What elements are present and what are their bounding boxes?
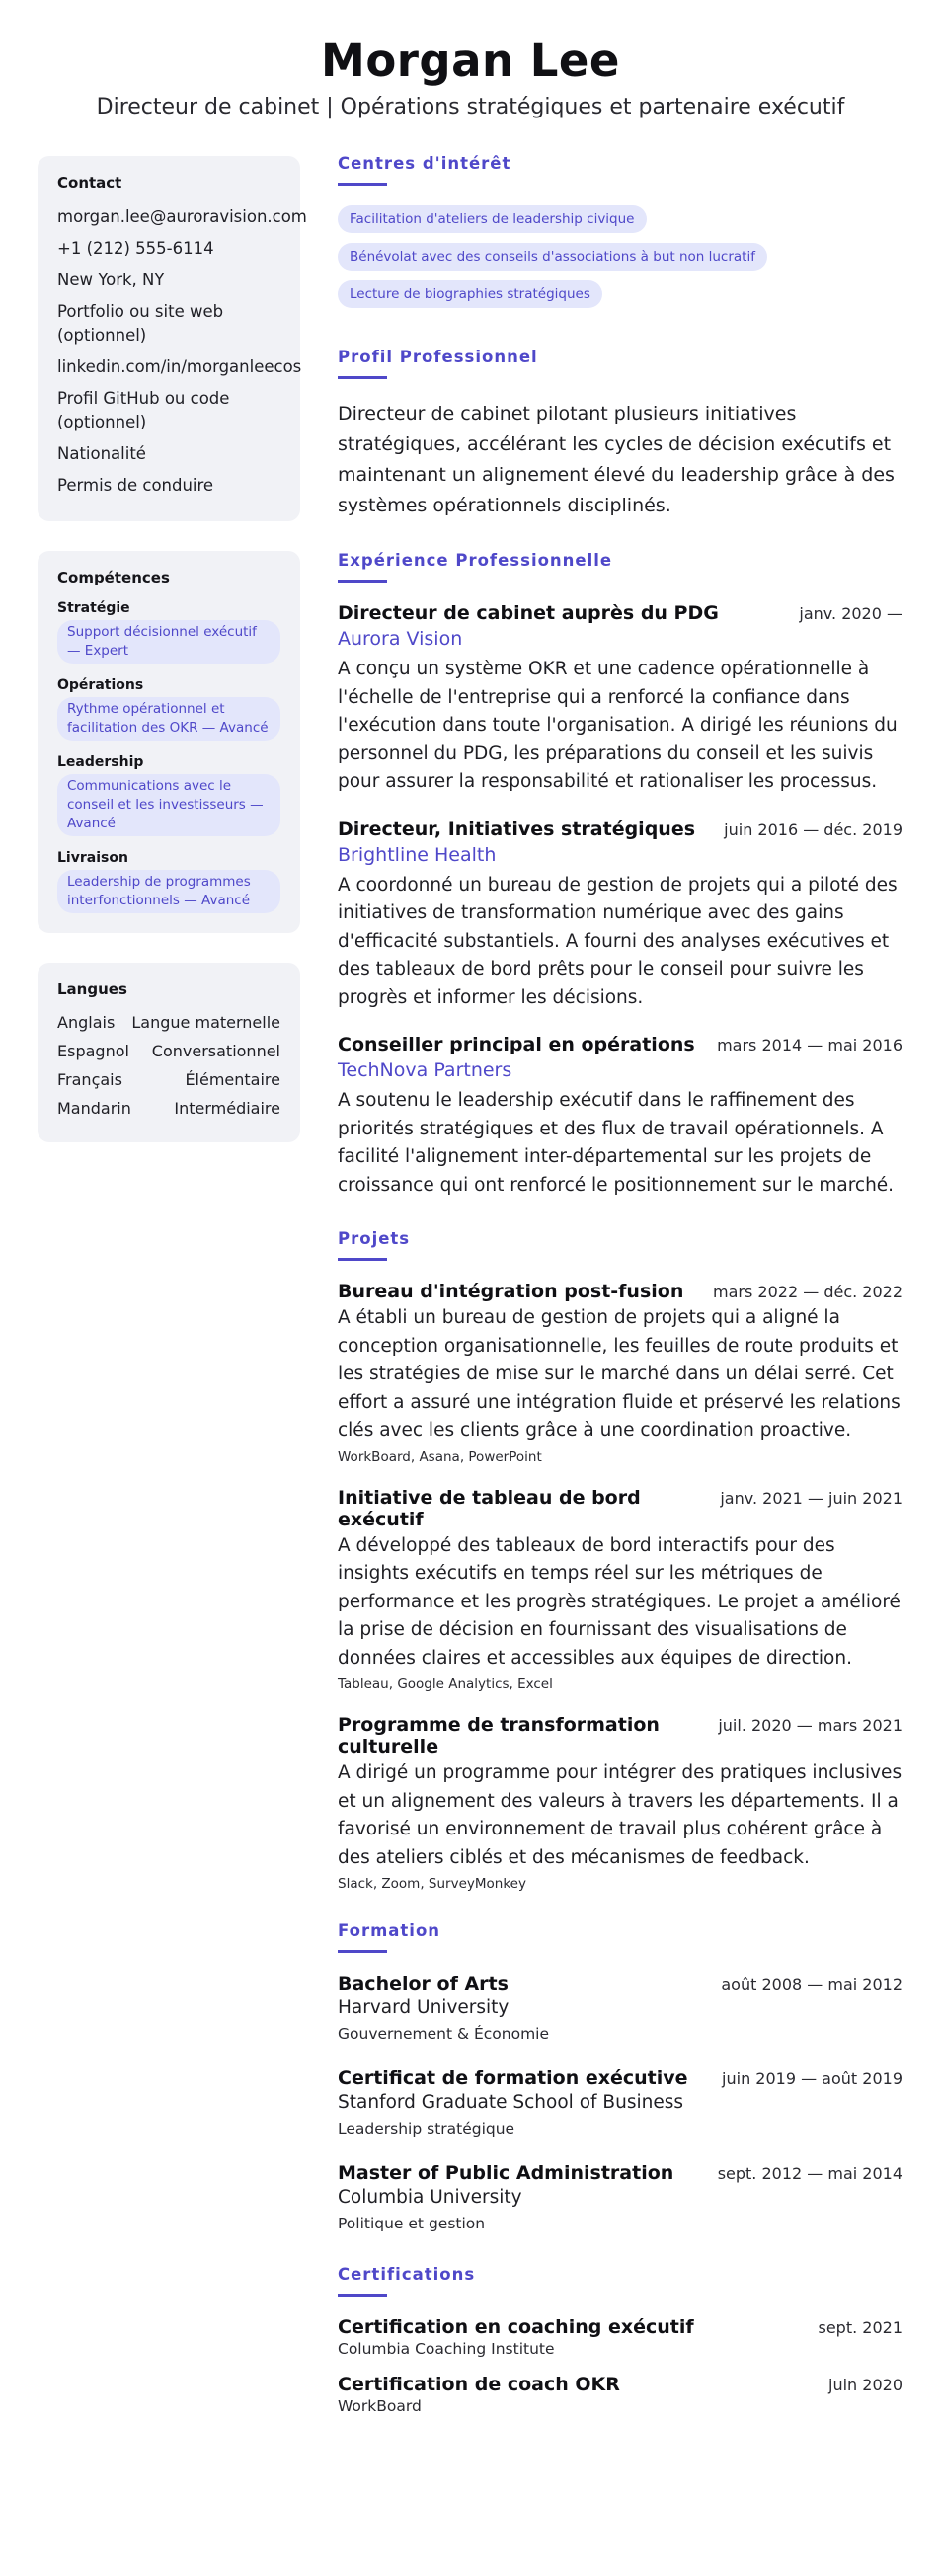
section-title: Centres d'intérêt — [338, 154, 511, 173]
company-name: Aurora Vision — [338, 628, 463, 650]
certification-issuer: WorkBoard — [338, 2397, 422, 2415]
interest-tag: Bénévolat avec des conseils d'associations à but non lucratif — [338, 243, 767, 271]
skill-tag: Support décisionnel exécutif — Expert — [57, 620, 280, 664]
job-description: A conçu un système OKR et une cadence opérationnelle à l'échelle de l'entreprise qui a renforcé la confiance dans l'exécution dans toute l'organisation. A dirigé les réunions du personnel du PDG, les préparations du conseil et les suivis pour assurer la responsabilité et rationaliser les processus. — [338, 659, 898, 792]
experience-entry — [338, 819, 902, 1013]
section-divider — [338, 580, 387, 583]
skill-category: Leadership — [57, 754, 144, 770]
degree-name: Bachelor of Arts — [338, 1973, 509, 1994]
education-entry — [338, 1973, 902, 2046]
education-section — [338, 1921, 902, 2235]
language-level: Langue maternelle — [131, 1013, 280, 1032]
interest-tag: Facilitation d'ateliers de leadership civique — [338, 205, 647, 233]
job-title: Conseiller principal en opérations — [338, 1034, 695, 1055]
skill-group — [57, 850, 280, 913]
contact-card — [38, 156, 307, 521]
project-description: A dirigé un programme pour intégrer des pratiques inclusives et un alignement des valeurs à travers les départements. Il a favorisé un environnement de travail plus cohérent grâce à des ateliers ciblés et des mécanismes de feedback. — [338, 1762, 902, 1868]
section-title: Formation — [338, 1921, 441, 1940]
section-divider — [338, 183, 387, 186]
project-dates: juil. 2020 — mars 2021 — [718, 1716, 902, 1735]
project-tools: Tableau, Google Analytics, Excel — [338, 1677, 553, 1692]
certification-name: Certification en coaching exécutif — [338, 2316, 694, 2338]
degree-name: Certificat de formation exécutive — [338, 2068, 688, 2089]
project-description: A développé des tableaux de bord interactifs pour des insights exécutifs en temps réel sur les métriques de performance et les progrès stratégiques. Le projet a amélioré la prise de décision en fournissant des visualisations de données claires et accessibles aux équipes de direction. — [338, 1534, 901, 1669]
contact-nationality: Nationalité — [57, 444, 146, 463]
language-row — [57, 1098, 280, 1120]
project-name: Initiative de tableau de bord exécutif — [338, 1486, 641, 1530]
project-entry — [338, 1487, 902, 1693]
school-name: Harvard University — [338, 1997, 510, 2018]
section-divider — [338, 1258, 387, 1261]
project-description: A établi un bureau de gestion de projets qui a aligné la conception organisationnelle, les feuilles de route produits et les stratégies de mise sur le marché dans un délai serré. Cet effort a assuré une intégration fluide et préservé les relations clés avec les clients grâce à une coordination proactive. — [338, 1307, 901, 1441]
contact-linkedin[interactable]: linkedin.com/in/morganleecos — [57, 357, 302, 376]
projects-section — [338, 1229, 902, 1892]
profile-section — [338, 348, 902, 521]
language-row — [57, 1012, 280, 1034]
education-entry — [338, 2162, 902, 2235]
job-title: Directeur de cabinet auprès du PDG — [338, 602, 719, 624]
languages-title: Langues — [57, 980, 127, 998]
experience-section — [338, 551, 902, 1200]
project-tools: WorkBoard, Asana, PowerPoint — [338, 1448, 542, 1465]
contact-github[interactable]: Profil GitHub ou code (optionnel) — [57, 389, 230, 431]
field-of-study: Leadership stratégique — [338, 2120, 515, 2138]
job-description: A coordonné un bureau de gestion de projets qui a piloté des initiatives de transformation numérique avec des gains d'efficacité substantiels. A fourni des analyses exécutives et des tableaux de bord prêts pour le conseil pour suivre les progrès et informer les décisions. — [338, 874, 898, 1008]
certifications-section — [338, 2265, 902, 2417]
main-content — [338, 154, 902, 2447]
section-title: Certifications — [338, 2265, 476, 2284]
language-row — [57, 1041, 280, 1062]
project-name: Bureau d'intégration post-fusion — [338, 1281, 684, 1302]
company-name: Brightline Health — [338, 843, 497, 866]
section-divider — [338, 376, 387, 379]
education-dates: juin 2019 — août 2019 — [722, 2069, 902, 2088]
contact-portfolio[interactable]: Portfolio ou site web (optionnel) — [57, 302, 224, 345]
school-name: Columbia University — [338, 2187, 522, 2208]
skill-group — [57, 677, 280, 741]
section-divider — [338, 1950, 387, 1953]
skill-group — [57, 600, 280, 664]
language-name: Français — [57, 1070, 122, 1089]
project-dates: janv. 2021 — juin 2021 — [720, 1488, 902, 1508]
language-level: Conversationnel — [151, 1042, 280, 1060]
section-divider — [338, 2294, 387, 2297]
job-dates: mars 2014 — mai 2016 — [717, 1036, 902, 1054]
skill-group — [57, 754, 280, 836]
certification-entry — [338, 2316, 902, 2360]
education-entry — [338, 2068, 902, 2141]
candidate-tagline: Directeur de cabinet | Opérations stratégiques et partenaire exécutif — [96, 95, 845, 119]
skill-tag: Leadership de programmes interfonctionnels — Avancé — [57, 870, 280, 913]
education-dates: août 2008 — mai 2012 — [721, 1975, 902, 1993]
job-title: Directeur, Initiatives stratégiques — [338, 818, 696, 840]
job-dates: janv. 2020 — — [799, 604, 902, 623]
skills-title: Compétences — [57, 569, 170, 586]
project-tools: Slack, Zoom, SurveyMonkey — [338, 1876, 526, 1892]
certification-issuer: Columbia Coaching Institute — [338, 2340, 555, 2358]
skill-category: Livraison — [57, 850, 128, 866]
contact-location: New York, NY — [57, 271, 165, 289]
experience-entry — [338, 602, 902, 797]
project-entry — [338, 1281, 902, 1465]
field-of-study: Politique et gestion — [338, 2215, 486, 2232]
section-title: Profil Professionnel — [338, 348, 538, 366]
section-title: Projets — [338, 1229, 411, 1248]
language-name: Anglais — [57, 1013, 116, 1032]
interest-list — [338, 205, 902, 318]
language-level: Intermédiaire — [174, 1099, 280, 1118]
field-of-study: Gouvernement & Économie — [338, 2025, 550, 2043]
degree-name: Master of Public Administration — [338, 2162, 674, 2184]
candidate-name: Morgan Lee — [321, 35, 620, 87]
section-title: Expérience Professionnelle — [338, 551, 613, 570]
contact-email[interactable]: morgan.lee@auroravision.com — [57, 207, 307, 226]
experience-entry — [338, 1034, 902, 1200]
company-name: TechNova Partners — [338, 1059, 512, 1081]
project-dates: mars 2022 — déc. 2022 — [713, 1283, 902, 1301]
profile-summary: Directeur de cabinet pilotant plusieurs initiatives stratégiques, accélérant les cycles de décision exécutifs et maintenant un alignement élevé du leadership grâce à des systèmes opérationnels disciplinés. — [338, 403, 895, 516]
skill-tag: Communications avec le conseil et les investisseurs — Avancé — [57, 774, 280, 836]
interest-tag: Lecture de biographies stratégiques — [338, 280, 602, 308]
certification-entry — [338, 2374, 902, 2417]
job-description: A soutenu le leadership exécutif dans le raffinement des priorités stratégiques et des flux de travail opérationnels. A facilité l'alignement inter-départemental sur les projets de croissance qui ont renforcé le positionnement sur le marché. — [338, 1090, 895, 1196]
language-name: Espagnol — [57, 1042, 129, 1060]
certification-date: sept. 2021 — [818, 2318, 902, 2337]
project-entry — [338, 1714, 902, 1892]
education-dates: sept. 2012 — mai 2014 — [717, 2164, 902, 2183]
interests-section — [338, 154, 902, 318]
certification-date: juin 2020 — [828, 2376, 902, 2394]
contact-license: Permis de conduire — [57, 476, 214, 495]
skills-card — [38, 551, 300, 933]
school-name: Stanford Graduate School of Business — [338, 2092, 683, 2113]
sidebar — [38, 156, 307, 1172]
project-name: Programme de transformation culturelle — [338, 1714, 660, 1757]
skill-tag: Rythme opérationnel et facilitation des OKR — Avancé — [57, 697, 280, 741]
certification-name: Certification de coach OKR — [338, 2374, 620, 2395]
skill-category: Stratégie — [57, 600, 130, 616]
contact-phone[interactable]: +1 (212) 555-6114 — [57, 239, 214, 258]
skill-category: Opérations — [57, 677, 144, 693]
contact-title: Contact — [57, 174, 122, 192]
job-dates: juin 2016 — déc. 2019 — [724, 820, 902, 839]
resume-header — [0, 0, 941, 122]
language-level: Élémentaire — [185, 1070, 280, 1089]
language-row — [57, 1069, 280, 1091]
language-name: Mandarin — [57, 1099, 131, 1118]
languages-card — [38, 963, 300, 1142]
